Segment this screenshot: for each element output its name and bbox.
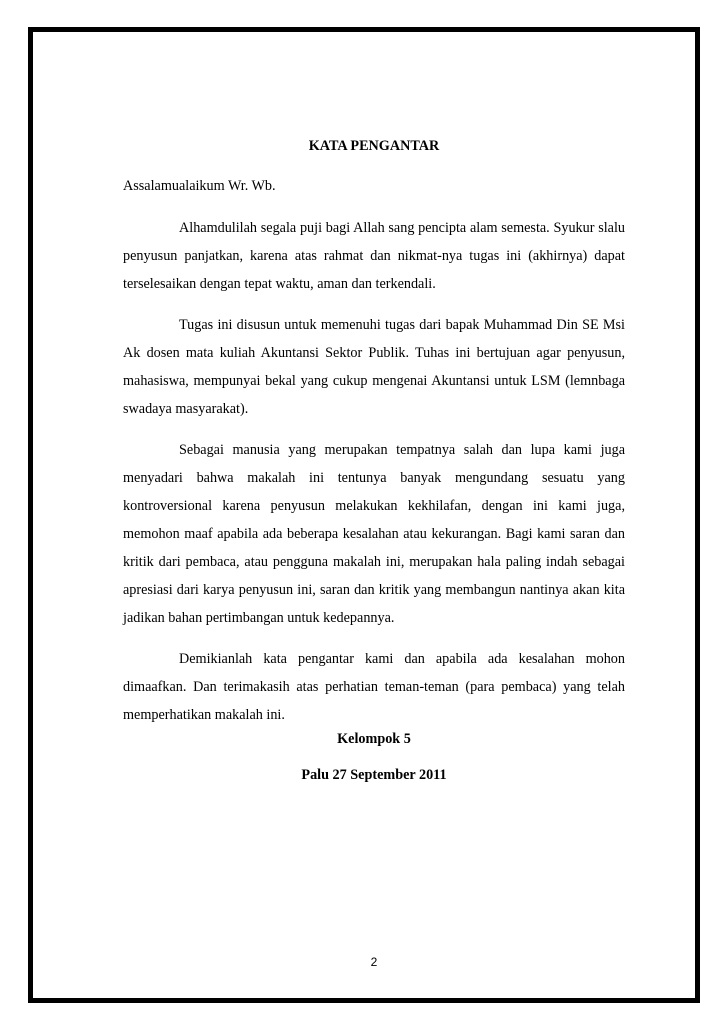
paragraph-4: Demikianlah kata pengantar kami dan apabila ada kesalahan mohon dimaafkan. Dan terimakasih atas perhatian teman-teman (para pembaca) yang telah memperhatikan makalah ini. — [123, 651, 625, 723]
paragraph-1: Alhamdulilah segala puji bagi Allah sang pencipta alam semesta. Syukur slalu penyusun panjatkan, karena atas rahmat dan nikmat-nya tugas ini (akhirnya) dapat terselesaikan dengan tepat waktu, aman dan terkendali. — [123, 220, 625, 292]
salutation: Assalamualaikum Wr. Wb. — [123, 178, 276, 194]
group-name: Kelompok 5 — [337, 731, 411, 747]
place-date: Palu 27 September 2011 — [301, 767, 447, 783]
paragraph-3: Sebagai manusia yang merupakan tempatnya salah dan lupa kami juga menyadari bahwa makalah ini tentunya banyak mengundang sesuatu yang kontroversional karena penyusun melakukan kekhilafan, dengan ini kami juga, memohon maaf apabila ada beberapa kesalahan atau kekurangan. Bagi kami saran dan kritik dari pembaca, atau pengguna makalah ini, merupakan hala paling indah sebagai apresiasi dari karya penyusun ini, saran dan kritik yang membangun nantinya akan kita jadikan bahan pertimbangan untuk kedepannya. — [123, 442, 625, 626]
document-body — [123, 136, 625, 729]
document-title: KATA PENGANTAR — [308, 138, 440, 154]
page-number: 2 — [370, 955, 378, 969]
paragraph-2: Tugas ini disusun untuk memenuhi tugas dari bapak Muhammad Din SE Msi Ak dosen mata kuliah Akuntansi Sektor Publik. Tuhas ini bertujuan agar penyusun, mahasiswa, mempunyai bekal yang cukup mengenai Akuntansi untuk LSM (lemnbaga swadaya masyarakat). — [123, 317, 625, 417]
